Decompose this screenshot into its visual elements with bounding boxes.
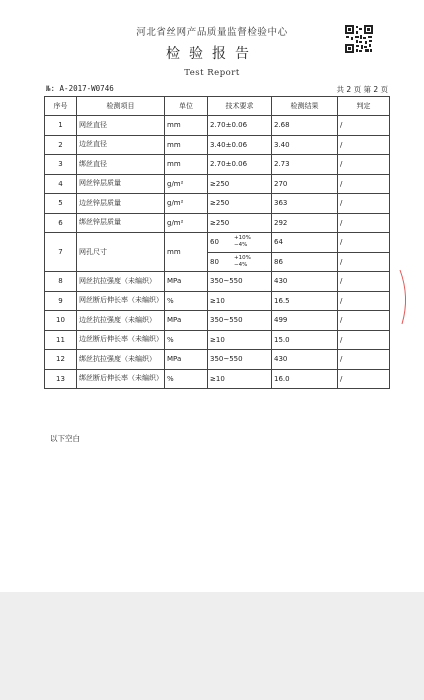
judgement: / — [338, 135, 390, 155]
mesh-size-value: 60 — [210, 238, 219, 247]
table-row — [45, 369, 390, 389]
row-number: 5 — [45, 194, 77, 214]
judgement: / — [338, 155, 390, 175]
mesh-size-value: 80 — [210, 257, 219, 266]
tolerance-minus: −4% — [234, 242, 248, 249]
outside-page-area — [0, 592, 424, 700]
test-item: 绑丝断后伸长率（未编织） — [77, 369, 165, 389]
unit: g/m² — [165, 213, 208, 233]
row-number: 6 — [45, 213, 77, 233]
unit: MPa — [165, 272, 208, 292]
report-number: №: A-2017-W0746 — [46, 84, 114, 93]
result: 2.68 — [272, 116, 338, 136]
judgement: / — [338, 252, 390, 272]
organization-name: 河北省丝网产品质量监督检验中心 — [136, 27, 288, 38]
judgement: / — [338, 174, 390, 194]
test-results-table — [44, 96, 390, 389]
unit: % — [165, 330, 208, 350]
test-item: 网丝直径 — [77, 116, 165, 136]
unit: g/m² — [165, 174, 208, 194]
header-requirement: 技术要求 — [208, 97, 272, 116]
unit: mm — [165, 233, 208, 272]
judgement: / — [338, 291, 390, 311]
header-judgement: 判定 — [338, 97, 390, 116]
result: 64 — [272, 233, 338, 253]
table-row — [45, 155, 390, 175]
qr-code-icon — [344, 24, 374, 54]
requirement: 2.70±0.06 — [208, 155, 272, 175]
test-item: 绑丝锌层质量 — [77, 213, 165, 233]
requirement: 350~550 — [208, 311, 272, 331]
row-number: 8 — [45, 272, 77, 292]
unit: mm — [165, 155, 208, 175]
test-item: 网丝锌层质量 — [77, 174, 165, 194]
requirement: ≥250 — [208, 213, 272, 233]
test-item: 边丝直径 — [77, 135, 165, 155]
page-number: 共 2 页 第 2 页 — [336, 85, 388, 94]
requirement: 3.40±0.06 — [208, 135, 272, 155]
requirement: ≥10 — [208, 291, 272, 311]
table-row — [45, 272, 390, 292]
requirement: 350~550 — [208, 272, 272, 292]
table-row — [45, 135, 390, 155]
result: 292 — [272, 213, 338, 233]
judgement: / — [338, 233, 390, 253]
tolerance-minus: −4% — [234, 261, 248, 268]
header-result: 检测结果 — [272, 97, 338, 116]
result: 16.0 — [272, 369, 338, 389]
header-item: 检测项目 — [77, 97, 165, 116]
test-item: 网孔尺寸 — [77, 233, 165, 272]
tolerance-plus: +10% — [234, 235, 251, 242]
table-row — [45, 194, 390, 214]
requirement: 2.70±0.06 — [208, 116, 272, 136]
report-subtitle: Test Report — [184, 68, 240, 78]
test-item: 绑丝直径 — [77, 155, 165, 175]
row-number: 13 — [45, 369, 77, 389]
judgement: / — [338, 369, 390, 389]
header-no: 序号 — [45, 97, 77, 116]
test-item: 边丝抗拉强度（未编织） — [77, 311, 165, 331]
requirement: ≥10 — [208, 369, 272, 389]
row-number: 4 — [45, 174, 77, 194]
result: 2.73 — [272, 155, 338, 175]
result: 16.5 — [272, 291, 338, 311]
table-row — [45, 350, 390, 370]
blank-remark: 以下空白 — [50, 434, 80, 443]
judgement: / — [338, 330, 390, 350]
table-row — [45, 213, 390, 233]
report-title: 检验报告 — [166, 46, 258, 62]
result: 15.0 — [272, 330, 338, 350]
judgement: / — [338, 213, 390, 233]
unit: mm — [165, 135, 208, 155]
result: 3.40 — [272, 135, 338, 155]
judgement: / — [338, 272, 390, 292]
table-row — [45, 116, 390, 136]
row-number: 9 — [45, 291, 77, 311]
table-row — [45, 330, 390, 350]
unit: g/m² — [165, 194, 208, 214]
unit: MPa — [165, 311, 208, 331]
test-item: 边丝断后伸长率（未编织） — [77, 330, 165, 350]
row-number: 2 — [45, 135, 77, 155]
row-number: 11 — [45, 330, 77, 350]
table-row — [45, 174, 390, 194]
tolerance — [234, 255, 251, 269]
requirement: ≥250 — [208, 174, 272, 194]
row-number: 7 — [45, 233, 77, 272]
unit: % — [165, 369, 208, 389]
result: 499 — [272, 311, 338, 331]
table-row — [45, 311, 390, 331]
judgement: / — [338, 194, 390, 214]
row-number: 10 — [45, 311, 77, 331]
table-row — [45, 291, 390, 311]
unit: mm — [165, 116, 208, 136]
judgement: / — [338, 116, 390, 136]
requirement: ≥10 — [208, 330, 272, 350]
unit: % — [165, 291, 208, 311]
result: 363 — [272, 194, 338, 214]
result: 86 — [272, 252, 338, 272]
row-number: 12 — [45, 350, 77, 370]
stamp-edge-mark — [398, 268, 412, 326]
unit: MPa — [165, 350, 208, 370]
requirement — [208, 252, 272, 272]
requirement: 350~550 — [208, 350, 272, 370]
row-number: 3 — [45, 155, 77, 175]
tolerance — [234, 235, 251, 249]
judgement: / — [338, 350, 390, 370]
row-number: 1 — [45, 116, 77, 136]
header-unit: 单位 — [165, 97, 208, 116]
test-item: 网丝抗拉强度（未编织） — [77, 272, 165, 292]
tolerance-plus: +10% — [234, 254, 251, 261]
test-item: 绑丝抗拉强度（未编织） — [77, 350, 165, 370]
result: 430 — [272, 350, 338, 370]
result: 270 — [272, 174, 338, 194]
test-item: 网丝断后伸长率（未编织） — [77, 291, 165, 311]
table-header-row — [45, 97, 390, 116]
result: 430 — [272, 272, 338, 292]
requirement: ≥250 — [208, 194, 272, 214]
test-item: 边丝锌层质量 — [77, 194, 165, 214]
table-row — [45, 233, 390, 253]
requirement — [208, 233, 272, 253]
judgement: / — [338, 311, 390, 331]
